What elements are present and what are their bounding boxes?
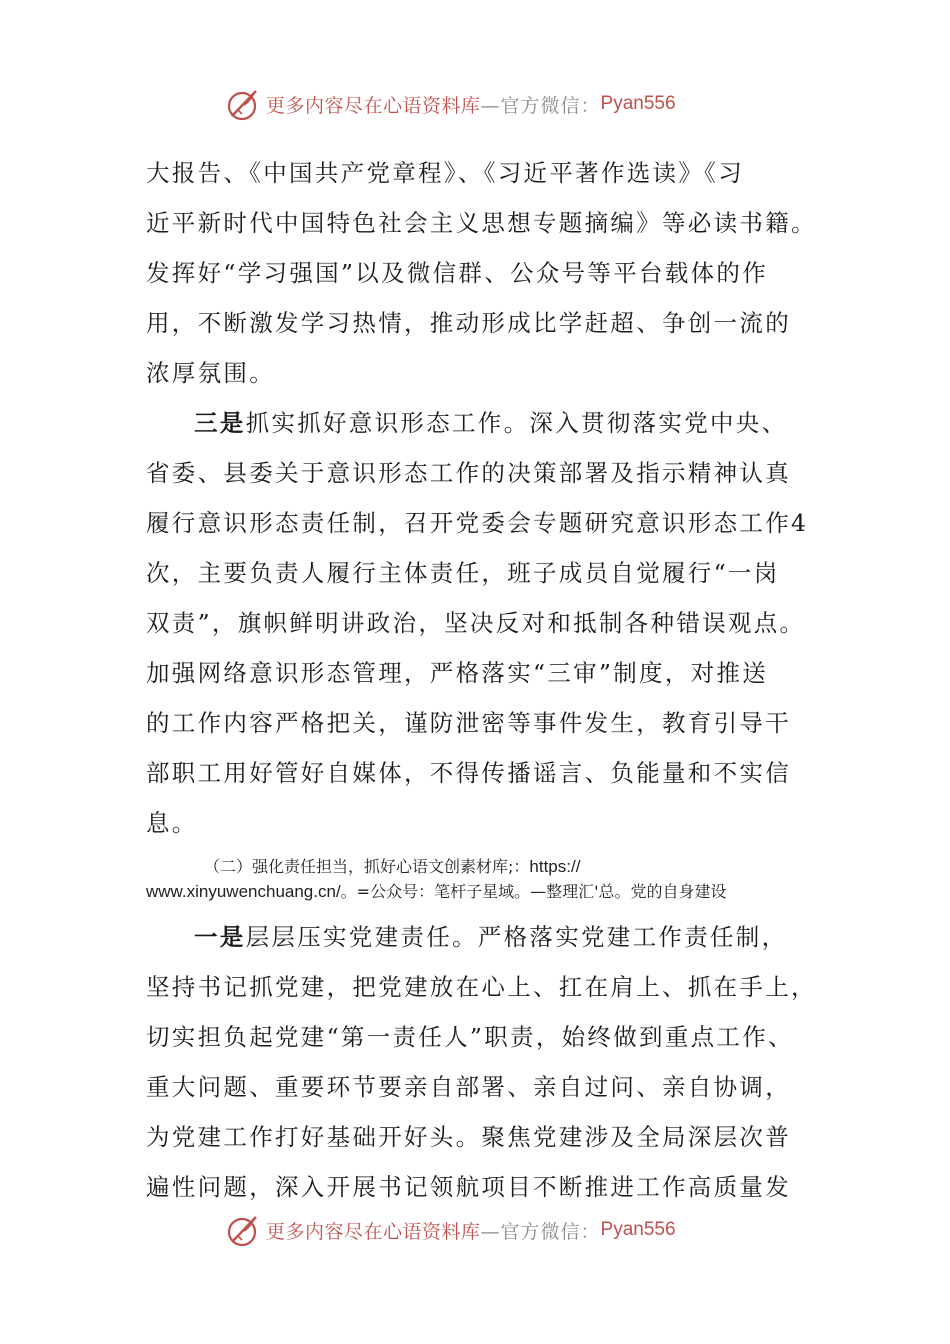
- body-line: 坚持书记抓党建，把党建放在心上、扛在肩上、抓在手上，: [146, 973, 817, 1001]
- banner-wechat-label: —官方微信：: [480, 1220, 601, 1243]
- body-line: 发挥好“学习强国”以及微信群、公众号等平台载体的作: [146, 259, 769, 287]
- body-line: 大报告、《中国共产党章程》、《习近平著作选读》《习: [146, 159, 744, 187]
- body-line: 切实担负起党建“第一责任人”职责，始终做到重点工作、: [146, 1023, 794, 1051]
- paragraph-first-line: [146, 398, 826, 448]
- body-line: 省委、县委关于意识形态工作的决策部署及指示精神认真: [146, 459, 791, 487]
- body-line: 双责”，旗帜鲜明讲政治，坚决反对和抵制各种错误观点。: [146, 609, 806, 637]
- section-heading-text: （二）强化责任担当，抓好心语文创素材库;：: [204, 857, 530, 876]
- document-body: [146, 148, 826, 1212]
- body-line: 息。: [146, 809, 198, 837]
- banner-wechat-id: Pyan556: [600, 1219, 676, 1240]
- body-line: 用，不断激发学习热情，推动形成比学赶超、争创一流的: [146, 309, 791, 337]
- body-line: 浓厚氛围。: [146, 359, 275, 387]
- section-heading-line: [146, 879, 826, 904]
- banner-wechat-label: —官方微信：: [480, 94, 601, 117]
- quill-logo-icon: [226, 1212, 262, 1248]
- body-line: 加强网络意识形态管理，严格落实“三审”制度，对推送: [146, 659, 769, 687]
- body-line: 部职工用好管好自媒体，不得传播谣言、负能量和不实信: [146, 759, 791, 787]
- paragraph-text: 抓实抓好意识形态工作。深入贯彻落实党中央、: [245, 409, 788, 437]
- quill-logo-icon: [226, 86, 262, 122]
- section-heading-text: 。=公众号：笔杆子星域。—整理汇'总。党的自身建设: [340, 882, 727, 901]
- banner-title: 更多内容尽在心语资料库: [266, 94, 481, 117]
- paragraph-lead: 一是: [194, 923, 246, 951]
- body-line: 履行意识形态责任制，召开党委会专题研究意识形态工作4: [146, 509, 809, 537]
- watermark-url-part: www.xinyuwenchuang.cn/: [146, 882, 341, 901]
- watermark-url-part: https://: [529, 857, 581, 876]
- section-heading-line: [146, 854, 826, 879]
- banner-title: 更多内容尽在心语资料库: [266, 1220, 481, 1243]
- body-line: 为党建工作打好基础开好头。聚焦党建涉及全局深层次普: [146, 1123, 791, 1151]
- paragraph-text: 层层压实党建责任。严格落实党建工作责任制，: [245, 923, 788, 951]
- paragraph-first-line: [146, 912, 826, 962]
- header-banner: [226, 84, 746, 124]
- body-line: 近平新时代中国特色社会主义思想专题摘编》等必读书籍。: [146, 209, 817, 237]
- banner-wechat-id: Pyan556: [600, 93, 676, 114]
- footer-banner: [226, 1210, 746, 1250]
- body-line: 遍性问题，深入开展书记领航项目不断推进工作高质量发: [146, 1173, 791, 1201]
- body-line: 次，主要负责人履行主体责任，班子成员自觉履行“一岗: [146, 559, 780, 587]
- body-line: 重大问题、重要环节要亲自部署、亲自过问、亲自协调，: [146, 1073, 791, 1101]
- body-line: 的工作内容严格把关，谨防泄密等事件发生，教育引导干: [146, 709, 791, 737]
- paragraph-lead: 三是: [194, 409, 246, 437]
